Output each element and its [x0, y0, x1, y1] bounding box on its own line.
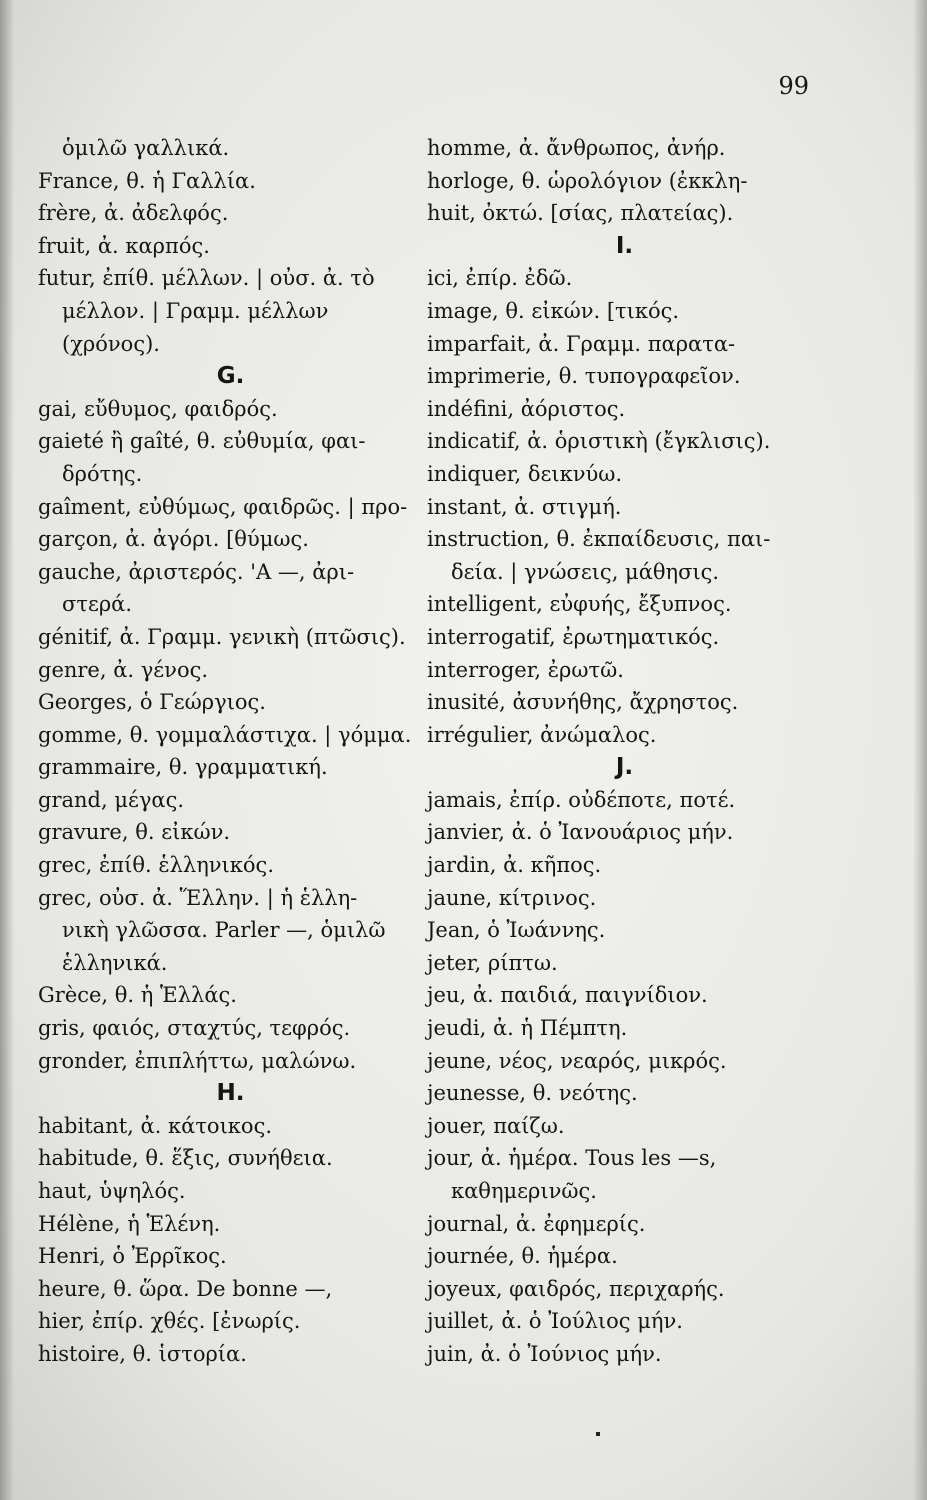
dictionary-entry-line: habitude, θ. ἕξις, συνήθεια.	[38, 1146, 333, 1171]
dictionary-entry-line: grand, μέγας.	[38, 787, 185, 812]
dictionary-entry-line: jeter, ρίπτω.	[427, 950, 558, 975]
dictionary-entry-line: jamais, ἐπίρ. οὐδέποτε, ποτέ.	[427, 787, 736, 812]
dictionary-entry-line: indéfini, ἀόριστος.	[427, 396, 626, 421]
section-heading: H.	[216, 1080, 245, 1107]
dictionary-entry-line: gaieté ἢ gaîté, θ. εὐθυμία, φαι-	[38, 429, 366, 454]
dictionary-entry-line: jaune, κίτρινος.	[427, 885, 597, 910]
dictionary-entry-line: jeudi, ἀ. ἡ Πέμπτη.	[427, 1016, 628, 1041]
dictionary-entry-line: δρότης.	[62, 461, 143, 486]
dictionary-entry-line: intelligent, εὐφυής, ἔξυπνος.	[427, 592, 732, 617]
dictionary-entry-line: ὁμιλῶ γαλλικά.	[62, 136, 230, 160]
dictionary-entry-line: grec, οὐσ. ἀ. Ἕλλην. | ἡ ἑλλη-	[38, 885, 358, 910]
dictionary-entry-line: janvier, ἀ. ὁ Ἰανουάριος μήν.	[427, 820, 734, 845]
dictionary-entry-line: garçon, ἀ. ἀγόρι. [θύμως.	[38, 527, 309, 552]
dictionary-entry-line: France, θ. ἡ Γαλλία.	[38, 168, 256, 193]
dictionary-entry-line: (χρόνος).	[62, 331, 160, 356]
dictionary-entry-line: imparfait, ἀ. Γραμμ. παρατα-	[427, 331, 736, 356]
dictionary-entry-line: journal, ἀ. ἐφημερίς.	[427, 1211, 646, 1236]
dictionary-entry-line: jouer, παίζω.	[427, 1113, 565, 1138]
dictionary-entry-line: jeune, νέος, νεαρός, μικρός.	[427, 1048, 727, 1073]
dictionary-entry-line: fruit, ἀ. καρπός.	[38, 233, 210, 258]
dictionary-entry-line: hier, ἐπίρ. χθές. [ἐνωρίς.	[38, 1309, 301, 1334]
dictionary-entry-line: inusité, ἀσυνήθης, ἄχρηστος.	[427, 690, 739, 715]
dictionary-entry-line: Jean, ὁ Ἰωάννης.	[427, 918, 606, 943]
dictionary-entry-line: génitif, ἀ. Γραμμ. γενικὴ (πτῶσις).	[38, 624, 406, 649]
page-number: 99	[778, 72, 809, 100]
dictionary-entry-line: histoire, θ. ἱστορία.	[38, 1341, 247, 1366]
dictionary-entry-line: ἑλληνικά.	[62, 950, 168, 975]
dictionary-entry-line: joyeux, φαιδρός, περιχαρής.	[427, 1276, 725, 1301]
dictionary-entry-line: jour, ἀ. ἡμέρα. Tous les —s,	[427, 1146, 717, 1171]
dictionary-entry-line: heure, θ. ὥρα. De bonne —,	[38, 1276, 333, 1301]
dictionary-entry-line: δεία. | γνώσεις, μάθησις.	[451, 559, 720, 584]
dictionary-entry-line: gris, φαιός, σταχτύς, τεφρός.	[38, 1016, 351, 1041]
dictionary-entry-line: interroger, ἐρωτῶ.	[427, 657, 624, 682]
dictionary-entry-line: instruction, θ. ἐκπαίδευσις, παι-	[427, 527, 771, 552]
dictionary-entry-line: journée, θ. ἡμέρα.	[427, 1244, 618, 1269]
right-edge-shadow	[913, 0, 927, 1500]
dictionary-entry-line: gai, εὔθυμος, φαιδρός.	[38, 396, 278, 421]
dictionary-entry-line: grammaire, θ. γραμματική.	[38, 755, 328, 780]
section-heading: G.	[216, 363, 245, 390]
dictionary-entry-line: gomme, θ. γομμαλάστιχα. | γόμμα.	[38, 722, 412, 747]
dictionary-entry-line: indiquer, δεικνύω.	[427, 461, 623, 486]
dictionary-entry-line: Grèce, θ. ἡ Ἑλλάς.	[38, 983, 237, 1008]
dictionary-entry-line: instant, ἀ. στιγμή.	[427, 494, 622, 519]
dictionary-entry-line: jeunesse, θ. νεότης.	[427, 1081, 638, 1106]
stray-mark	[596, 1432, 600, 1436]
dictionary-entry-line: futur, ἐπίθ. μέλλων. | οὐσ. ἀ. τὸ	[38, 266, 375, 291]
dictionary-entry-line: Henri, ὁ Ἐρρῖκος.	[38, 1244, 227, 1269]
dictionary-entry-line: huit, ὀκτώ. [σίας, πλατείας).	[427, 201, 734, 226]
dictionary-entry-line: στερά.	[62, 592, 133, 617]
left-column	[38, 132, 423, 1371]
dictionary-entry-line: gravure, θ. εἰκών.	[38, 820, 231, 845]
section-heading: J.	[615, 754, 634, 781]
dictionary-entry-line: jardin, ἀ. κῆπος.	[427, 853, 602, 878]
dictionary-entry-line: gaîment, εὐθύμως, φαιδρῶς. | προ-	[38, 494, 408, 519]
dictionary-entry-line: ici, ἐπίρ. ἐδῶ.	[427, 266, 573, 291]
dictionary-entry-line: indicatif, ἀ. ὁριστικὴ (ἔγκλισις).	[427, 429, 771, 454]
dictionary-entry-line: horloge, θ. ὡρολόγιον (ἐκκλη-	[427, 168, 748, 193]
dictionary-entry-line: Hélène, ἡ Ἑλένη.	[38, 1211, 221, 1236]
dictionary-entry-line: καθημερινῶς.	[451, 1179, 597, 1203]
dictionary-entry-line: gauche, ἀριστερός. 'Α —, ἀρι-	[38, 559, 355, 584]
dictionary-entry-line: Georges, ὁ Γεώργιος.	[38, 690, 266, 715]
dictionary-entry-line: genre, ἀ. γένος.	[38, 657, 209, 682]
dictionary-entry-line: grec, ἐπίθ. ἑλληνικός.	[38, 853, 274, 878]
dictionary-entry-line: haut, ὑψηλός.	[38, 1179, 186, 1203]
dictionary-entry-line: homme, ἀ. ἄνθρωπος, ἀνήρ.	[427, 136, 726, 160]
section-heading: I.	[615, 232, 634, 259]
dictionary-entry-line: interrogatif, ἐρωτηματικός.	[427, 624, 720, 649]
dictionary-entry-line: juin, ἀ. ὁ Ἰούνιος μήν.	[427, 1341, 662, 1366]
dictionary-entry-line: νικὴ γλῶσσα. Parler —, ὁμιλῶ	[62, 918, 386, 943]
dictionary-entry-line: habitant, ἀ. κάτοικος.	[38, 1113, 273, 1138]
left-edge-shadow	[0, 0, 14, 1500]
dictionary-entry-line: frère, ἀ. ἀδελφός.	[38, 201, 229, 226]
dictionary-entry-line: image, θ. εἰκών. [τικός.	[427, 298, 680, 323]
dictionary-entry-line: irrégulier, ἀνώμαλος.	[427, 722, 657, 747]
dictionary-entry-line: jeu, ἀ. παιδιά, παιγνίδιον.	[427, 983, 708, 1008]
dictionary-entry-line: imprimerie, θ. τυπογραφεῖον.	[427, 364, 741, 389]
dictionary-entry-line: juillet, ἀ. ὁ Ἰούλιος μήν.	[427, 1309, 683, 1334]
right-column	[427, 132, 822, 1371]
dictionary-entry-line: μέλλον. | Γραμμ. μέλλων	[62, 298, 329, 323]
dictionary-entry-line: gronder, ἐπιπλήττω, μαλώνω.	[38, 1048, 357, 1073]
